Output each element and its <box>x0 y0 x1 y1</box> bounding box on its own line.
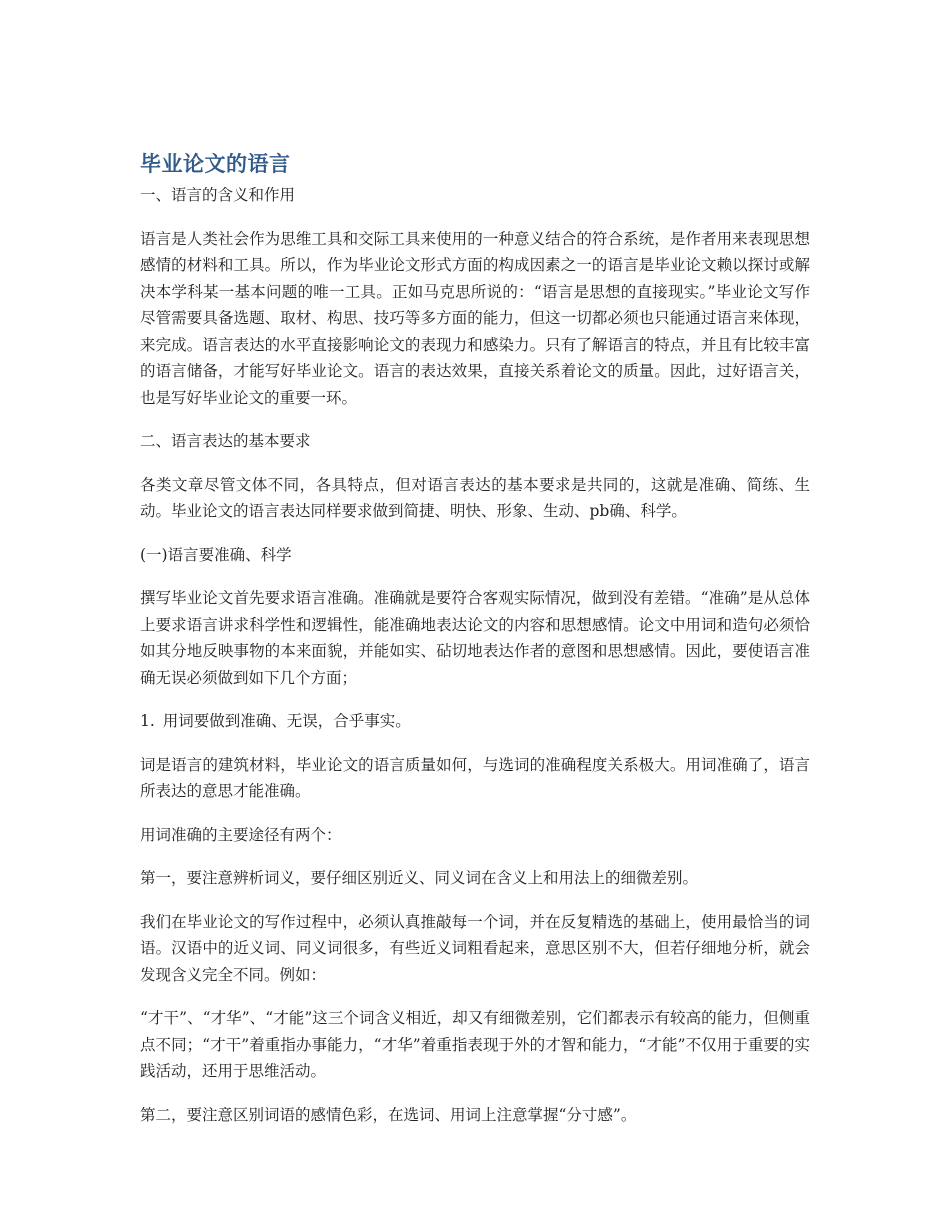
section-heading-2: 二、语言表达的基本要求 <box>140 432 311 450</box>
paragraph-first-way: 第一，要注意辨析词义，要仔细区别近义、同义词在含义上和用法上的细微差别。 <box>140 869 699 887</box>
paragraph-second-way: 第二，要注意区别词语的感情色彩，在选词、用词上注意掌握“分寸感”。 <box>140 1105 637 1124</box>
list-item <box>140 708 810 735</box>
paragraph-example: “才干”、“才华”、“才能”这三个词含义相近，却又有细微差别，它们都表示有较高的能力，但侧重点不同；“才干”着重指办事能力，“才华”着重指表现于外的才智和能力，“才能”不仅用于重要的实践活动，还用于思维活动。 <box>140 1009 810 1080</box>
paragraph-two-ways: 用词准确的主要途径有两个： <box>140 825 342 844</box>
paragraph-basic-requirements: 各类文章尽管文体不同，各具特点，但对语言表达的基本要求是共同的，这就是准确、简练、生动。毕业论文的语言表达同样要求做到简捷、明快、形象、生动、pb确、科学。 <box>140 475 810 520</box>
paragraph-careful-selection: 我们在毕业论文的写作过程中，必须认真推敲每一个词，并在反复精选的基础上，使用最恰当的词语。汉语中的近义词、同义词很多，有些近义词粗看起来，意思区别不大，但若仔细地分析，就会发现含义完全不同。例如： <box>140 912 810 984</box>
paragraph-accuracy: 撰写毕业论文首先要求语言准确。准确就是要符合客观实际情况，做到没有差错。“准确”是从总体上要求语言讲求科学性和逻辑性，能准确地表达论文的内容和思想感情。论文中用词和造句必须恰如其分地反映事物的本来面貌，并能如实、砧切地表达作者的意图和思想感情。因此，要使语言准确无误必须做到如下几个方面； <box>140 589 810 687</box>
document-body <box>140 148 810 1128</box>
section-heading-1: 一、语言的含义和作用 <box>140 186 296 204</box>
list-item-number: 1. <box>140 712 155 730</box>
subsection-heading-accuracy: (一)语言要准确、科学 <box>140 545 292 564</box>
list-item-text: 用词要做到准确、无误，合乎事实。 <box>162 712 411 730</box>
paragraph-word-choice: 词是语言的建筑材料，毕业论文的语言质量如何，与选词的准确程度关系极大。用词准确了，语言所表达的意思才能准确。 <box>140 755 810 800</box>
document-title: 毕业论文的语言 <box>140 152 291 176</box>
paragraph-language-role: 语言是人类社会作为思维工具和交际工具来使用的一种意义结合的符合系统，是作者用来表现思想感情的材料和工具。所以，作为毕业论文形式方面的构成因素之一的语言是毕业论文赖以探讨或解决本学科某一基本问题的唯一工具。正如马克思所说的：“语言是思想的直接现实。”毕业论文写作尽管需要具备选题、取材、构思、技巧等多方面的能力，但这一切都必须也只能通过语言来体现，来完成。语言表达的水平直接影响论文的表现力和感染力。只有了解语言的特点，并且有比较丰富的语言储备，才能写好毕业论文。语言的表达效果，直接关系着论文的质量。因此，过好语言关，也是写好毕业论文的重要一环。 <box>140 229 810 407</box>
